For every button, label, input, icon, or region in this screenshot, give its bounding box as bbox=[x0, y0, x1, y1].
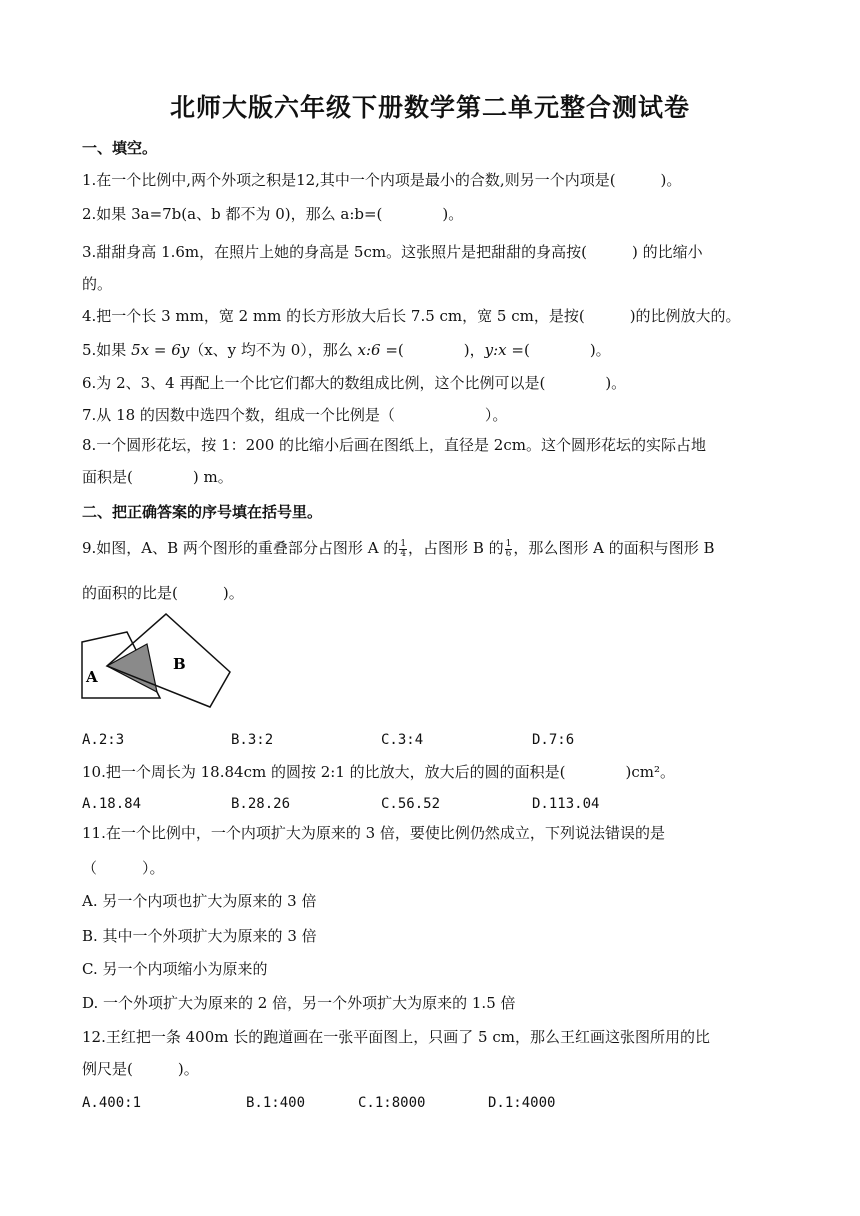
question-1: 1.在一个比例中,两个外项之积是12,其中一个内项是最小的合数,则另一个内项是( )。 bbox=[82, 171, 682, 189]
q11-option-b: B. 其中一个外项扩大为原来的 3 倍 bbox=[82, 927, 317, 945]
q5-blank-1: ( )， bbox=[397, 341, 485, 359]
q12-option-a: A.400:1 bbox=[82, 1095, 142, 1111]
question-9-line-1 bbox=[82, 538, 782, 559]
q9-fraction-a bbox=[399, 540, 407, 559]
overlap-figure bbox=[80, 612, 240, 712]
question-6: 6.为 2、3、4 再配上一个比它们都大的数组成比例，这个比例可以是( )。 bbox=[82, 374, 627, 392]
q5-equation: 5x = 6y bbox=[131, 341, 190, 359]
question-12-line-2: 例尺是( )。 bbox=[82, 1060, 199, 1078]
q12-option-c: C.1:8000 bbox=[358, 1095, 426, 1111]
question-5 bbox=[82, 340, 782, 360]
q9-part-3: ，那么图形 A 的面积与图形 B bbox=[513, 539, 715, 557]
q9-option-c: C.3:4 bbox=[381, 732, 424, 748]
question-7: 7.从 18 的因数中选四个数，组成一个比例是（ ）。 bbox=[82, 406, 508, 424]
q9-fraction-b bbox=[505, 540, 513, 559]
q11-option-a: A. 另一个内项也扩大为原来的 3 倍 bbox=[82, 892, 317, 910]
question-9-line-2: 的面积的比是( )。 bbox=[82, 584, 244, 602]
q5-prefix: 5.如果 bbox=[82, 341, 132, 359]
q9-fraction-b-denominator: 6 bbox=[505, 548, 512, 559]
q9-option-d: D.7:6 bbox=[532, 732, 575, 748]
label-b: B bbox=[173, 655, 186, 673]
q10-option-b: B.28.26 bbox=[231, 796, 291, 812]
question-11-line-1: 11.在一个比例中，一个内项扩大为原来的 3 倍，要使比例仍然成立，下列说法错误的是 bbox=[82, 824, 665, 842]
overlap-region bbox=[107, 644, 157, 692]
question-10: 10.把一个周长为 18.84cm 的圆按 2:1 的比放大，放大后的圆的面积是( )cm²。 bbox=[82, 763, 675, 781]
question-8-line-2: 面积是( ) m。 bbox=[82, 468, 233, 486]
q9-option-b: B.3:2 bbox=[231, 732, 274, 748]
section-2-heading: 二、把正确答案的序号填在括号里。 bbox=[82, 503, 323, 521]
q10-option-c: C.56.52 bbox=[381, 796, 441, 812]
question-4: 4.把一个长 3 mm，宽 2 mm 的长方形放大后长 7.5 cm，宽 5 cm，是按( )的比例放大的。 bbox=[82, 307, 741, 325]
q11-option-d: D. 一个外项扩大为原来的 2 倍，另一个外项扩大为原来的 1.5 倍 bbox=[82, 994, 516, 1012]
q5-blank-2: ( )。 bbox=[523, 341, 611, 359]
q9-fraction-b-numerator: 1 bbox=[505, 538, 512, 549]
q9-fraction-a-denominator: 4 bbox=[400, 548, 407, 559]
question-8-line-1: 8.一个圆形花坛，按 1：200 的比缩小后画在图纸上，直径是 2cm。这个圆形花坛的实际占地 bbox=[82, 436, 706, 454]
q9-option-a: A.2:3 bbox=[82, 732, 125, 748]
q10-option-a: A.18.84 bbox=[82, 796, 142, 812]
label-a: A bbox=[86, 668, 98, 686]
question-12-line-1: 12.王红把一条 400m 长的跑道画在一张平面图上，只画了 5 cm，那么王红画这张图所用的比 bbox=[82, 1028, 710, 1046]
page-title: 北师大版六年级下册数学第二单元整合测试卷 bbox=[169, 93, 690, 122]
q10-option-d: D.113.04 bbox=[532, 796, 600, 812]
q5-ratio-2: y:x = bbox=[484, 341, 524, 359]
q5-mid: （x、y 均不为 0），那么 bbox=[189, 341, 358, 359]
q12-option-d: D.1:4000 bbox=[488, 1095, 556, 1111]
q9-part-2: ，占图形 B 的 bbox=[408, 539, 504, 557]
q9-part-1: 9.如图，A、B 两个图形的重叠部分占图形 A 的 bbox=[82, 539, 399, 557]
question-3-line-1: 3.甜甜身高 1.6m，在照片上她的身高是 5cm。这张照片是把甜甜的身高按( ) 的比缩小 bbox=[82, 243, 703, 261]
question-3-line-2: 的。 bbox=[82, 275, 113, 293]
question-11-line-2: （ ）。 bbox=[82, 859, 165, 877]
q5-ratio-1: x:6 = bbox=[357, 341, 398, 359]
q11-option-c: C. 另一个内项缩小为原来的 bbox=[82, 960, 268, 978]
section-1-heading: 一、填空。 bbox=[82, 139, 158, 157]
q9-fraction-a-numerator: 1 bbox=[400, 538, 407, 549]
q12-option-b: B.1:400 bbox=[246, 1095, 306, 1111]
question-2: 2.如果 3a=7b(a、b 都不为 0)，那么 a:b=( )。 bbox=[82, 205, 464, 223]
